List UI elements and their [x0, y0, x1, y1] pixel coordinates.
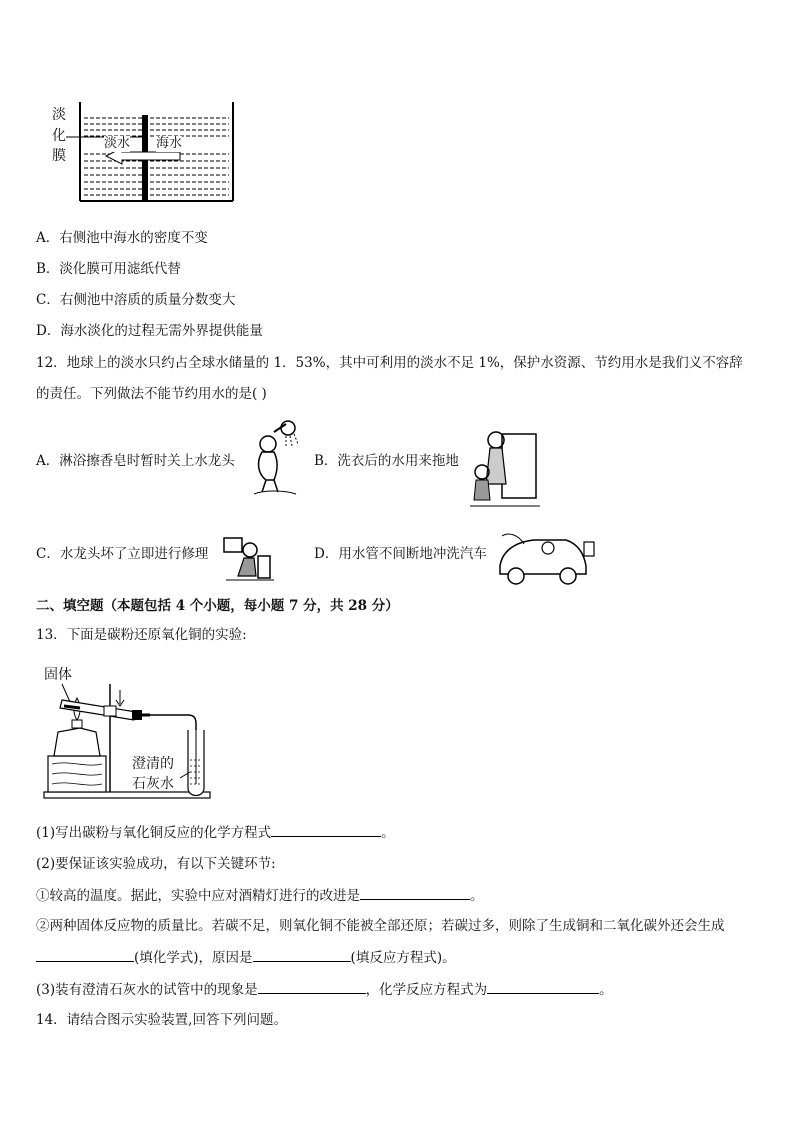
q12-stem-line2: 的责任。下列做法不能节约用水的是( ) — [36, 386, 267, 402]
q12-option-a: A．淋浴擦香皂时暂时关上水龙头 — [36, 453, 235, 469]
q13-part2a-end: 。 — [470, 888, 484, 904]
q13-part2: (2)要保证该实验成功，有以下关键环节: — [36, 856, 276, 872]
q13-part3 — [36, 980, 613, 999]
q13-part2a-blank[interactable] — [360, 886, 470, 900]
limewater-label-1: 澄清的 — [132, 756, 174, 772]
shower-illustration — [244, 418, 304, 498]
q13-part1-end: 。 — [381, 825, 395, 841]
q13-part2b-line1: ②两种固体反应物的质量比。若碳不足，则氧化铜不能被全部还原；若碳过多，则除了生成铜和二氧化碳外还会生成 — [36, 918, 725, 934]
q12-stem-line1: 12．地球上的淡水只约占全球水储量的 1．53%，其中可利用的淡水不足 1%，保护水资源、节约用水是我们义不容辞 — [36, 355, 743, 371]
q13-part3-blank2[interactable] — [487, 980, 599, 994]
q14-title: 14．请结合图示实验装置,回答下列问题。 — [36, 1012, 287, 1028]
q13-part3-text2: ，化学反应方程式为 — [365, 982, 488, 998]
q13-title: 13．下面是碳粉还原氧化铜的实验: — [36, 627, 247, 643]
limewater-label-2: 石灰水 — [132, 776, 174, 792]
q13-part1-text: (1)写出碳粉与氧化铜反应的化学方程式 — [36, 825, 272, 841]
q13-part2b-line2 — [36, 948, 456, 967]
q13-part2b-blank2[interactable] — [253, 948, 351, 962]
q13-part1-blank[interactable] — [271, 823, 381, 837]
membrane-label-3: 膜 — [52, 148, 66, 164]
repair-tap-illustration — [220, 528, 280, 588]
car-wash-illustration — [494, 522, 604, 592]
q12-option-c: C．水龙头坏了立即进行修理 — [36, 546, 209, 562]
q11-option-b: B．淡化膜可用滤纸代替 — [36, 261, 181, 277]
mopping-illustration — [466, 424, 546, 510]
q13-part3-blank1[interactable] — [258, 980, 366, 994]
q12-option-d: D．用水管不间断地冲洗汽车 — [314, 546, 487, 562]
membrane-label-2: 化 — [52, 128, 66, 144]
q11-option-d: D．海水淡化的过程无需外界提供能量 — [36, 323, 263, 339]
solid-label: 固体 — [44, 667, 72, 683]
section-2-heading: 二、填空题（本题包括 4 个小题，每小题 7 分，共 28 分） — [36, 598, 399, 614]
q13-part3-text1: (3)装有澄清石灰水的试管中的现象是 — [36, 982, 258, 998]
q13-part1 — [36, 823, 395, 842]
q13-part3-end: 。 — [599, 982, 613, 998]
sea-water-label: 海水 — [156, 136, 183, 151]
q13-part2b-text2: (填反应方程式)。 — [350, 950, 456, 966]
membrane-tank-diagram — [0, 0, 794, 220]
q11-option-a: A．右侧池中海水的密度不变 — [36, 230, 208, 246]
q11-option-c: C．右侧池中溶质的质量分数变大 — [36, 292, 236, 308]
q12-option-b: B．洗衣后的水用来拖地 — [314, 453, 459, 469]
q13-part2b-blank1[interactable] — [36, 948, 134, 962]
fresh-water-label: 淡水 — [104, 136, 131, 151]
q13-part2a — [36, 886, 484, 905]
membrane-label-1: 淡 — [52, 107, 66, 123]
q13-part2a-text: ①较高的温度。据此，实验中应对酒精灯进行的改进是 — [36, 888, 360, 904]
q13-part2b-text1: (填化学式)，原因是 — [134, 950, 253, 966]
